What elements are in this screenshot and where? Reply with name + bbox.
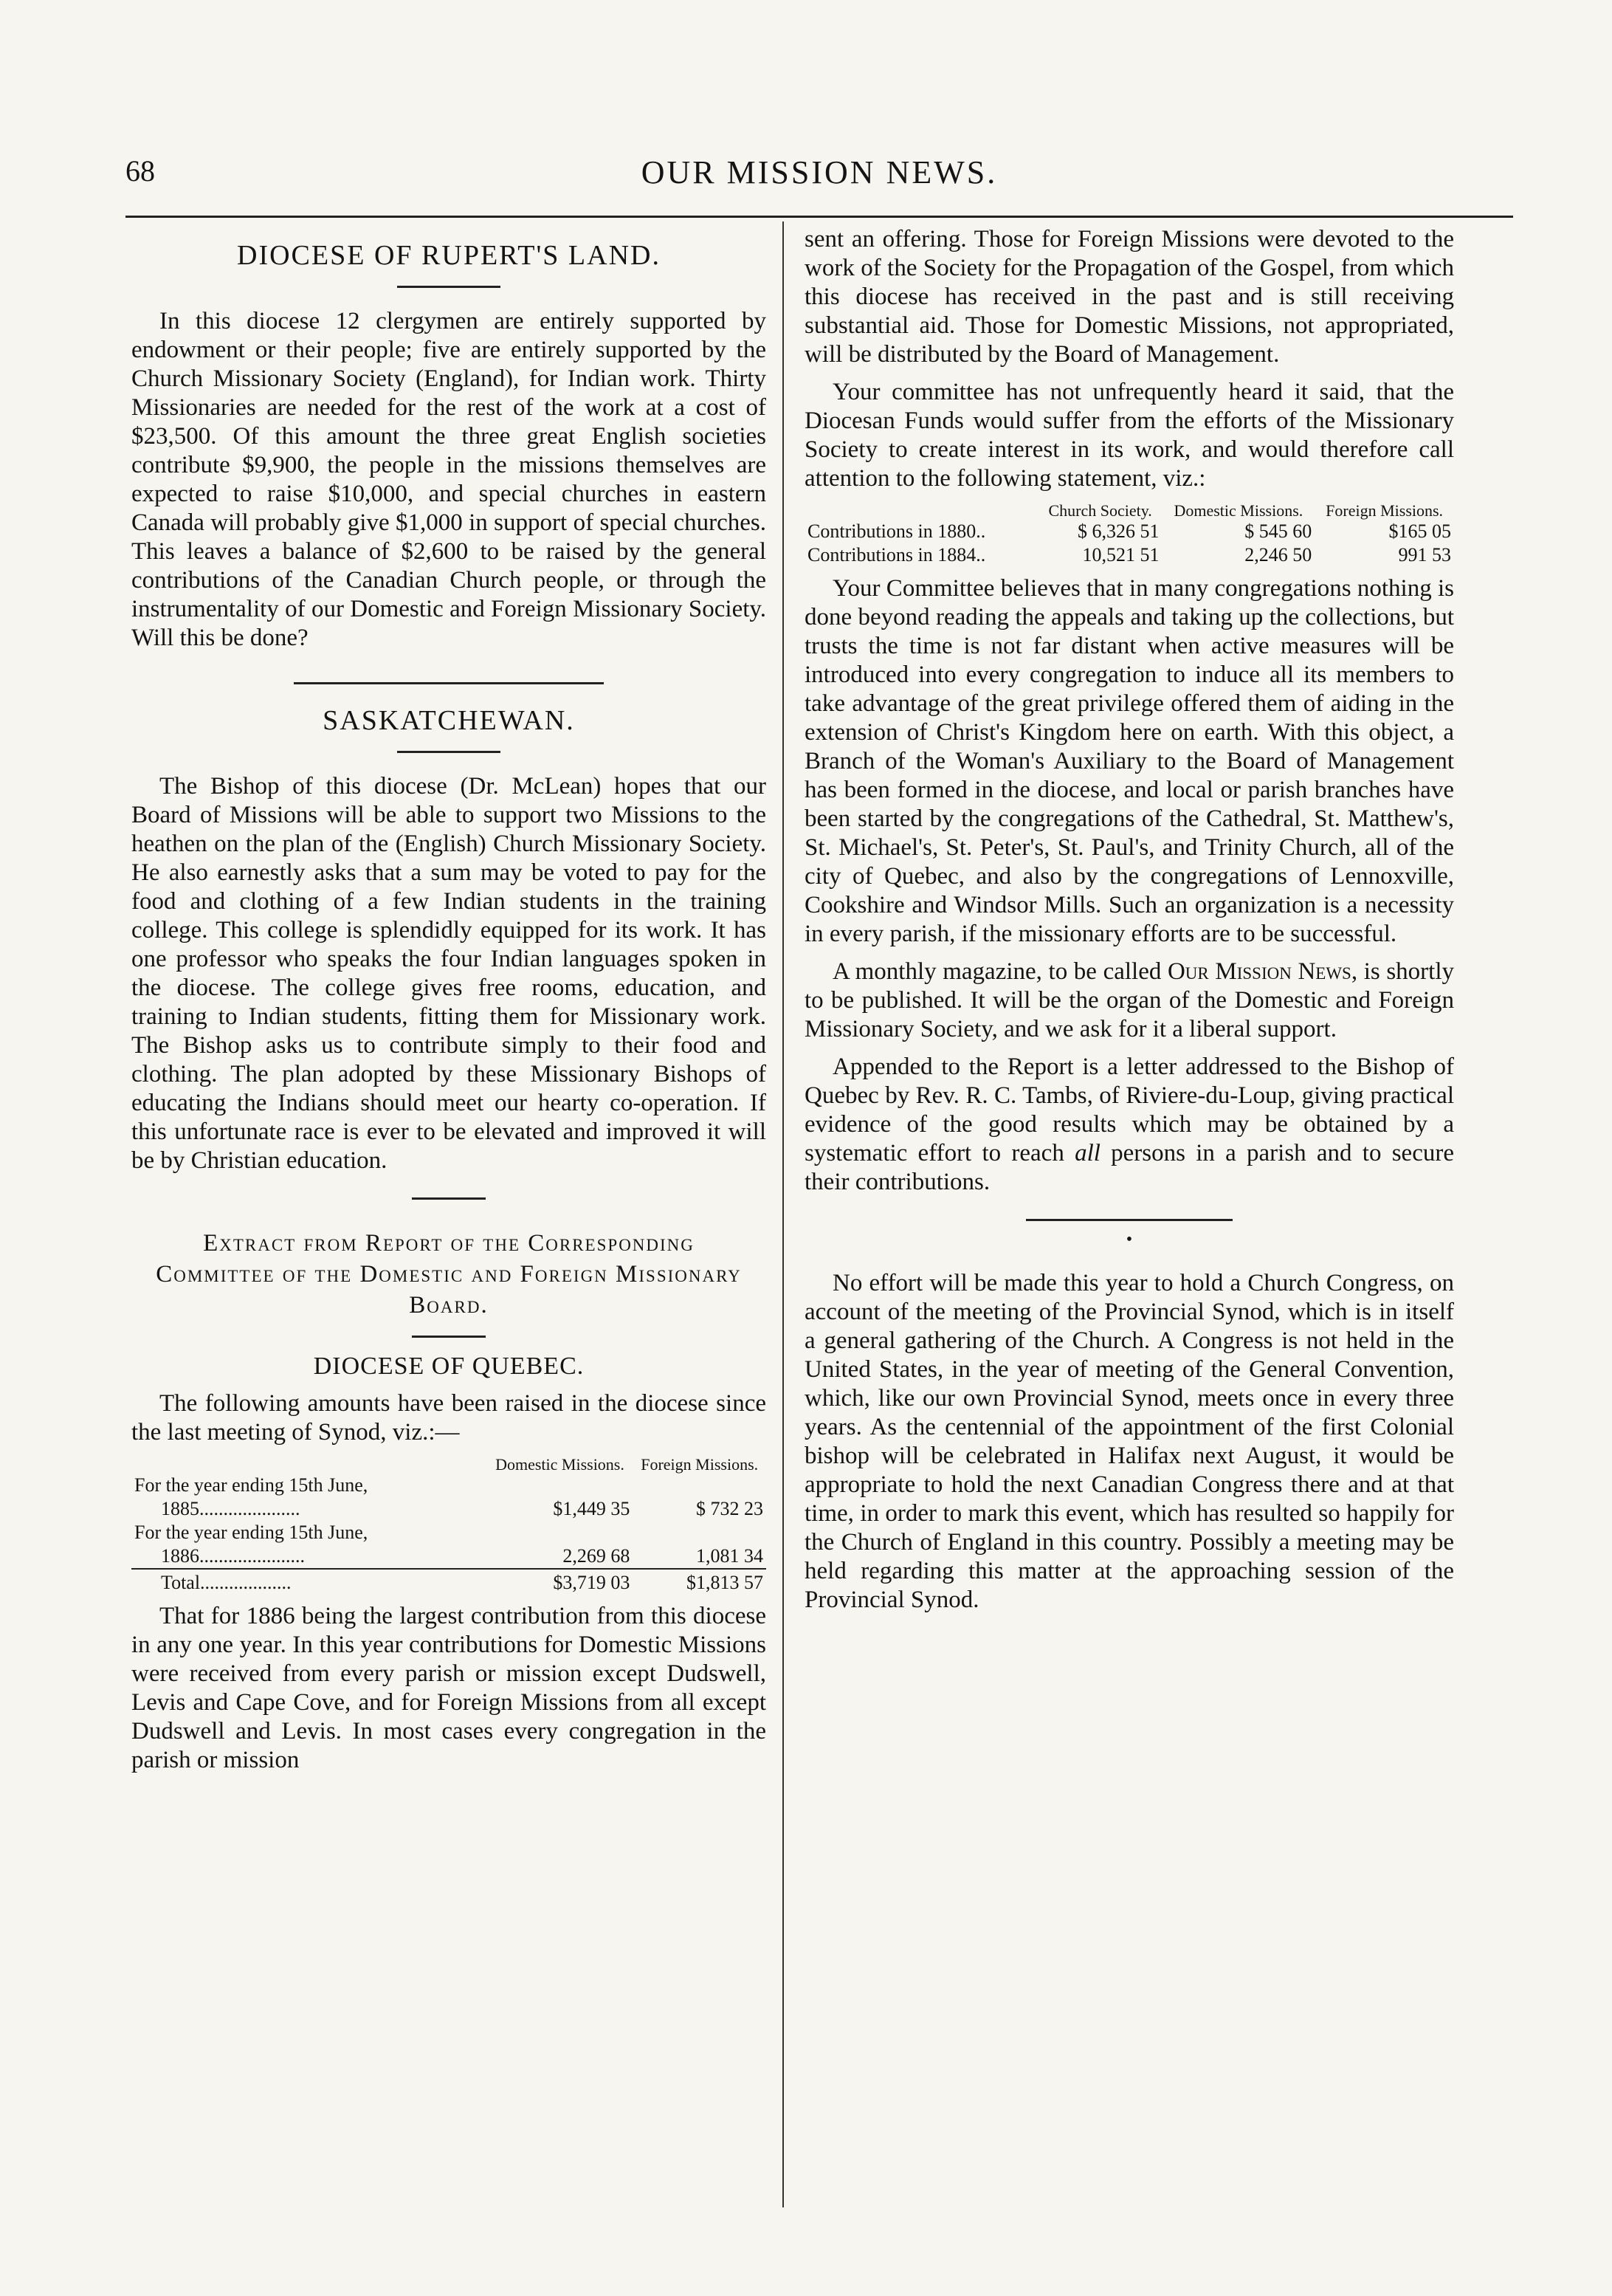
column-header: Domestic Missions. (495, 1455, 624, 1474)
table-row (805, 520, 1454, 543)
magazine-text: is shortly to be published. It will be the organ of the Domestic and Foreign Missionary Society, and we ask for it a liberal support. (805, 958, 1454, 1042)
table-total-row (131, 1571, 766, 1595)
continued-paragraph: sent an offering. Those for Foreign Missions were devoted to the work of the Society for the Propagation of the Gospel, from which this diocese has received in the past and is still receiving substantial aid. Those for Domestic Missions, not appropriated, will be distributed by the Board of Management. (805, 226, 1454, 368)
emphasis-all: all (1075, 1140, 1100, 1166)
table-cell: 2,246 50 (1244, 544, 1312, 566)
committee-paragraph: Your committee has not unfrequently heard it said, that the Diocesan Funds would suffer from the efforts of the Missionary Society to create interest in its work, and would therefore call attention to the following statement, viz.: (805, 379, 1454, 492)
section-separator (294, 682, 604, 684)
table-header-row (131, 1456, 766, 1474)
section-separator (1026, 1219, 1233, 1221)
ruperts-land-paragraph: In this diocese 12 clergymen are entirely supported by endowment or their people; five are entirely supported by the Church Missionary Society (England), for Indian work. Thirty Missionaries are needed for the rest of the work at a cost of $23,500. Of this amount the three great English societies contribute $9,900, the people in the missions themselves are expected to raise $10,000, and special churches in eastern Canada will probably give $1,000 in support of special churches. This leaves a balance of $2,600 to be raised by the general contributions of the Canadian Church people, or through the instrumentality of our Domestic and Foreign Missionary Society. Will this be done? (131, 308, 766, 651)
column-divider (782, 221, 784, 2207)
column-header: Domestic Missions. (1174, 501, 1303, 520)
table-row (131, 1497, 766, 1521)
column-header: Church Society. (1048, 501, 1152, 520)
section-separator (412, 1197, 486, 1200)
left-column (131, 225, 766, 1784)
contributions-table (805, 502, 1454, 567)
magazine-text: A monthly magazine, to be called (833, 958, 1168, 985)
section-rule (397, 751, 500, 753)
row-label: For the year ending 15th June, (134, 1522, 368, 1543)
table-cell: $165 05 (1388, 520, 1451, 542)
table-cell: 1,081 34 (696, 1545, 763, 1567)
letter-paragraph (805, 1053, 1454, 1197)
table-cell: 10,521 51 (1082, 544, 1160, 566)
section-rule (397, 286, 500, 288)
table-row (131, 1474, 766, 1497)
header-rule (125, 216, 1513, 218)
column-header: Foreign Missions. (641, 1455, 759, 1474)
table-cell: $3,719 03 (553, 1572, 630, 1593)
right-column (805, 225, 1454, 1623)
section-title-saskatchewan: SASKATCHEWAN. (323, 705, 575, 736)
quebec-intro: The following amounts have been raised in the diocese since the last meeting of Synod, viz.:— (131, 1390, 766, 1446)
page-header (125, 148, 1513, 207)
table-row (131, 1521, 766, 1544)
row-label: Contributions in 1884.. (807, 544, 986, 566)
page-number: 68 (125, 154, 155, 188)
table-cell: 991 53 (1398, 544, 1451, 566)
quebec-amounts-table (131, 1456, 766, 1595)
magazine-name: Our Mission News, (1167, 958, 1358, 985)
section-title-quebec: DIOCESE OF QUEBEC. (313, 1352, 585, 1380)
saskatchewan-paragraph: The Bishop of this diocese (Dr. McLean) hopes that our Board of Missions will be able to support two Missions to the heathen on the plan of the (English) Church Missionary Society. He also earnestly asks that a sum may be voted to pay for the food and clothing of a few Indian students in the training college. This college is splendidly equipped for its work. It has one professor who speaks the four Indian languages spoken in the diocese. The college gives free rooms, education, and training to Indian students, fitting them for Missionary work. The Bishop asks us to contribute simply to their food and clothing. The plan adopted by these Missionary Bishops of educating the Indians should meet our hearty co-operation. If this unfortunate race is ever to be elevated and improved it will be by Christian education. (131, 773, 766, 1174)
believes-paragraph: Your Committee believes that in many congregations nothing is done beyond reading the appeals and taking up the collections, but trusts the time is not far distant when active measures will be introduced into every congregation to induce all its members to take advantage of the great privilege offered them of aiding in the extension of Christ's Kingdom here on earth. With this object, a Branch of the Woman's Auxiliary to the Board of Management has been formed in the diocese, and local or parish branches have been started by the congregations of the Cathedral, St. Matthew's, St. Michael's, St. Peter's, St. Paul's, and Trinity Church, all of the city of Quebec, and also by the congregations of Lennoxville, Cookshire and Windsor Mills. Such an organization is a necessity in every parish, if the missionary efforts are to be successful. (805, 575, 1454, 947)
section-rule (412, 1336, 486, 1338)
table-cell: $1,813 57 (686, 1572, 763, 1593)
table-header-row (805, 502, 1454, 520)
extract-heading: Extract from Report of the Corresponding Committee of the Domestic and Foreign Missionary Board. (156, 1230, 742, 1319)
column-header: Foreign Missions. (1326, 501, 1444, 520)
row-label: 1885..................... (161, 1498, 300, 1519)
magazine-paragraph (805, 958, 1454, 1044)
table-row (805, 543, 1454, 567)
section-title-ruperts-land: DIOCESE OF RUPERT'S LAND. (237, 240, 661, 271)
table-cell: $ 6,326 51 (1078, 520, 1160, 542)
running-title: OUR MISSION NEWS. (641, 154, 998, 190)
table-cell: $ 545 60 (1244, 520, 1312, 542)
row-label: Contributions in 1880.. (807, 520, 986, 542)
table-cell: $1,449 35 (553, 1498, 630, 1519)
quebec-paragraph: That for 1886 being the largest contribution from this diocese in any one year. In this year contributions for Domestic Missions were received from every parish or mission except Dudswell, Levis and Cape Cove, and for Foreign Missions from all except Dudswell and Levis. In most cases every congregation in the parish or mission (131, 1603, 766, 1773)
table-cell: $ 732 23 (696, 1498, 763, 1519)
letter-text: persons in a parish and to secure their contributions. (805, 1140, 1454, 1195)
table-row (131, 1544, 766, 1569)
row-label: Total................... (161, 1572, 292, 1593)
ornament-dot: • (1126, 1230, 1133, 1249)
table-cell: 2,269 68 (562, 1545, 630, 1567)
row-label: For the year ending 15th June, (134, 1474, 368, 1496)
congress-paragraph: No effort will be made this year to hold a Church Congress, on account of the meeting of the Provincial Synod, which is in itself a general gathering of the Church. A Congress is not held in the United States, in the year of meeting of the General Convention, which, like our own Provincial Synod, meets once in every three years. As the centennial of the appointment of the first Colonial bishop will be celebrated in Halifax next August, it would be appropriate to hold the next Canadian Congress there and at that time, in order to mark this event, which has resulted so happily for the Church of England in this country. Possibly a meeting may be held regarding this matter at the approaching session of the Provincial Synod. (805, 1270, 1454, 1613)
letter-text: Appended to the Report is a letter addressed to the Bishop of Quebec by Rev. R. C. Tambs, of Riviere-du-Loup, giving practical evidence of the good results which may be obtained by a systematic effort to reach (805, 1054, 1454, 1166)
row-label: 1886...................... (161, 1545, 305, 1567)
